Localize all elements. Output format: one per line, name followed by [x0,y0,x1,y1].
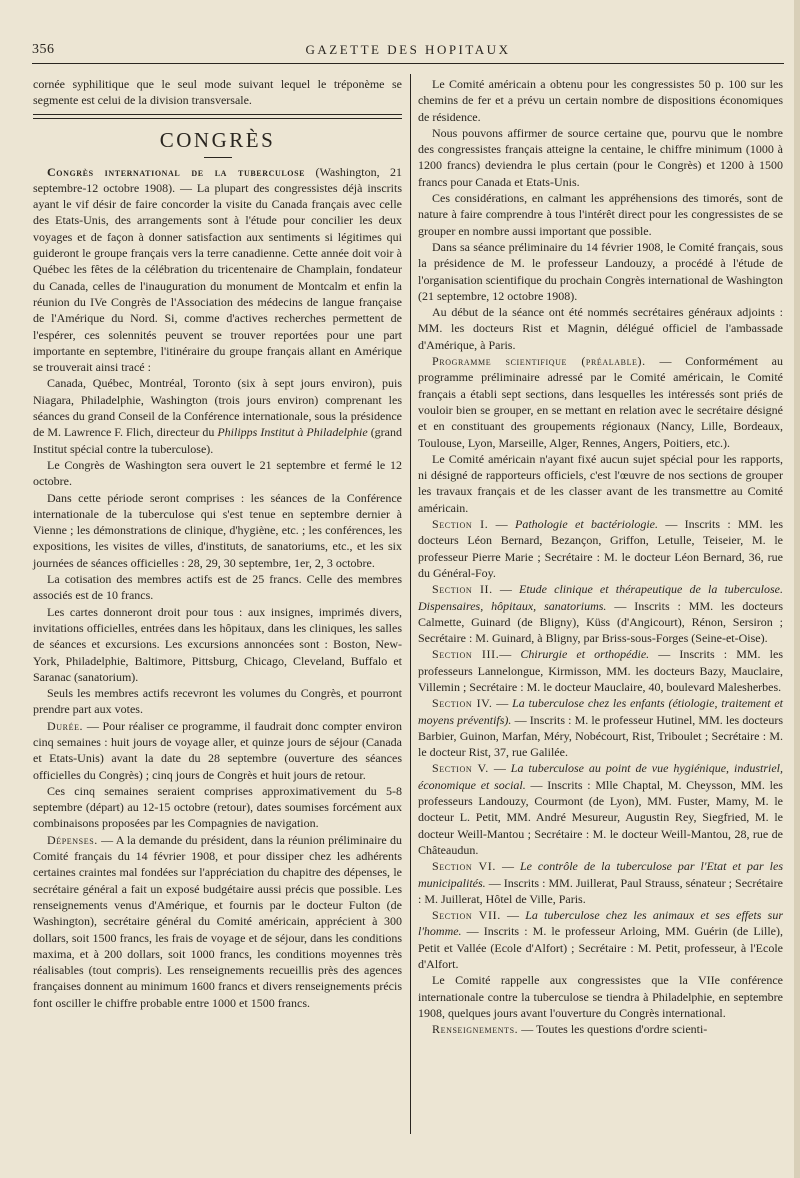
lead-in: Congrès international de la tuberculose [47,164,306,179]
paragraph: Les cartes donneront droit pour tous : aux insignes, imprimés divers, invitations officielles, entrées dans les hôpitaux, dans les cliniques, les salles de séances et excursions. Les excursions annoncées sont : Boston, New-York, Philadelphie, Baltimore, Pittsburg, Chicago, Cleveland, Buffalo et Saranac (sanatorium). [33,604,402,684]
paragraph: Dans sa séance préliminaire du 14 février 1908, le Comité français, sous la présidence de M. le professeur Landouzy, a procédé à l'étude de l'organisation scientifique du prochain Congrès international de Washington (21 septembre, 12 octobre 1908). [418,239,783,303]
section-entry: Section III.— Chirurgie et orthopédie. — Inscrits : MM. les professeurs Lannelongue, Kirmisson, MM. les docteurs Bazy, Mauclaire, Villemin ; Secrétaire : M. le docteur Mauclaire, 40, boulevard Malesherbes. [418,647,783,694]
paragraph: Dans cette période seront comprises : les séances de la Conférence internationale de la tuberculose qui s'est tenue en septembre dernier à Vienne ; les démonstrations de clinique, d'hygiène, etc. ; les conférences, les expositions, les visites de villes, d'instituts, de sanatoriums, etc., et les six journées de séances officielles : 28, 29, 30 septembre, 1er, 2, 3 octobre. [33,490,402,570]
right-column [418,76,783,1038]
paragraph: Renseignements. — Toutes les questions d'ordre scienti- [432,1022,708,1037]
paragraph: Seuls les membres actifs recevront les volumes du Congrès, et pourront prendre part aux votes. [33,686,402,717]
section-entry: Section II. — Etude clinique et thérapeutique de la tuberculose. Dispensaires, hôpitaux, sanatoriums. — Inscrits : MM. les docteurs Calmette, Guinard (de Bligny), Küss (d'Angicourt), Rénon, Sersiron ; Secrétaire : M. Guinard, à Bligny, par Briss-sous-Forges (Seine-et-Oise). [418,582,783,646]
double-rule [33,114,402,119]
section-title: CONGRÈS [159,127,276,152]
paragraph: Congrès international de la tuberculose (Washington, 21 septembre-12 octobre 1908). — La plupart des congressistes déjà inscrits ayant le vif désir de faire concorder la visite du Canada français avec celle des Etats-Unis, des arrangements sont à l'étude pour concilier les deux voyages et de façon à donner satisfaction aux sentiments si légitimes qui guideront le groupe français vers la terre canadienne. Cette année doit voir à Québec les fêtes de la célébration du tricentenaire de Champlain, fondateur du Canada, celles de l'inauguration du monument de Montcalm et enfin la réunion du IVe Congrès de l'Association des médecins de langue française de l'Amérique du Nord. Si, comme d'actives recherches permettent de l'espérer, ces solennités peuvent se trouver reportées pour une part importante en septembre, l'itinéraire du groupe français allant en Amérique se trouverait ainsi tracé : [33,164,403,375]
section-entry: Section V. — La tuberculose au point de vue hygiénique, industriel, économique et social. — Inscrits : Mlle Chaptal, M. Cheysson, MM. les professeurs Landouzy, Courmont (de Lyon), MM. Fuster, Mamy, M. le docteur L. Petit, MM. André Mesureur, Augustin Rey, Siegfried, M. le docteur Weill-Mantou ; Secrétaire : M. le docteur Weill-Mantou, 28, rue de Châteaudun. [418,761,784,857]
lead-in: Dépenses. [47,832,98,847]
running-header [32,30,784,58]
section-entry: Section I. — Pathologie et bactériologie. — Inscrits : MM. les docteurs Léon Bernard, Bezançon, Griffon, Letulle, Teiseier, M. le professeur Pierre Marie ; Secrétaire : M. le docteur Léon Bernard, 36, rue du Général-Foy. [418,517,784,580]
paragraph: La cotisation des membres actifs est de 25 francs. Celle des membres associés est de 10 francs. [33,572,402,603]
section-entry: Section VII. — La tuberculose chez les animaux et ses effets sur l'homme. — Inscrits : M. le professeur Arloing, MM. Guérin (de Lille), Petit et Vallée (Ecole d'Alfort) ; Secrétaire : M. Petit, professeur, à l'Ecole d'Alfort. [418,908,784,972]
column-divider [410,74,411,1134]
section-entry: Section VI. — Le contrôle de la tuberculose par l'Etat et par les municipalités. — Inscrits : MM. Juillerat, Paul Strauss, sénateur ; Secrétaire : M. Juillerat, Hôtel de Ville, Paris. [418,859,783,906]
lead-in: Programme scientifique (préalable). [432,354,646,369]
page-edge [794,0,800,1178]
page-number: 356 [32,42,55,57]
paragraph: Le Comité rappelle aux congressistes que la VIIe conférence internationale contre la tuberculose se tiendra à Philadelphie, en septembre 1908, quelques jours avant l'ouverture du Congrès international. [418,973,783,1020]
paragraph: Au début de la séance ont été nommés secrétaires généraux adjoints : MM. les docteurs Rist et Magnin, délégué officiel de l'ambassade d'Amérique, à Paris. [418,305,783,352]
paragraph: Canada, Québec, Montréal, Toronto (six à sept jours environ), puis Niagara, Philadelphie, Washington (trois jours environ) comprenant les séances du grand Conseil de la Conférence internationale, sous la présidence de M. Lawrence F. Flich, directeur du Philipps Institut à Philadelphie (grand Institut spécial contre la tuberculose). [33,376,403,456]
lead-in: Durée. [47,718,84,733]
paragraph: Ces cinq semaines seraient comprises approximativement du 5-8 septembre (départ) au 12-15 octobre (retour), dates soumises forcément aux combinaisons proposées par les Compagnies de navigation. [33,783,402,831]
lead-in: Renseignements. [432,1022,519,1037]
paragraph: Programme scientifique (préalable). — Conformément au programme préliminaire adressé par le Comité américain, le Comité français a établi sept sections, dans lesquelles les intéressés sont priés de vouloir bien se grouper, en se mettant en relation avec le secrétaire désigné et en constituant des groupements régionaux (Nancy, Lille, Bordeaux, Toulouse, Lyon, Marseille, Alger, Rennes, Angers, Poitiers, etc.). [418,354,783,450]
paragraph: Ces considérations, en calmant les appréhensions des timorés, sont de nature à faire comprendre à tous l'intérêt direct pour les congressistes de se grouper en nombre aussi important que possible. [418,191,783,238]
paragraph: Dépenses. — A la demande du président, dans la réunion préliminaire du Comité français du 14 février 1908, et pour dissiper chez les adhérents certaines craintes mal fondées sur l'appréciation du chapitre des dépenses, le secrétaire général a fait un exposé budgétaire aussi précis que possible. Les renseignements venus d'Amérique, et fournis par le docteur Fulton (de Washington), secrétaire général du Comité américain, apprécient à 300 dollars, soit 1500 francs, les frais de voyage et de séjour, dans les conditions maxima, et à 200 dollars, soit 1000 francs, les conditions moyennes très réalisables (tout compris). Les renseignements recueillis près des agences françaises donnent au minimum 1600 francs et divers renseignements précis font osciller le chiffre probable entre 1000 et 1500 francs. [33,832,402,1010]
running-title: GAZETTE DES HOPITAUX [305,42,511,57]
header-rule [32,63,784,64]
paragraph: Le Congrès de Washington sera ouvert le 21 septembre et fermé le 12 octobre. [33,457,402,489]
paragraph: Le Comité américain a obtenu pour les congressistes 50 p. 100 sur les chemins de fer et a prévu un certain nombre de dispositions économiques de résidence. [418,77,783,124]
paragraph: Durée. — Pour réaliser ce programme, il faudrait donc compter environ cinq semaines : huit jours de voyage aller, et quinze jours de séjour (Canada et Etats-Unis) avant la date du 28 septembre (ouverture des séances officielles du Congrès) ; cinq jours de Congrès et huit jours de retour. [33,718,402,782]
section-entry: Section IV. — La tuberculose chez les enfants (étiologie, traitement et moyens préventifs). — Inscrits : M. le professeur Hutinel, MM. les docteurs Barbier, Guinon, Marfan, Méry, Nobécourt, Rist, Triboulet ; Secrétaire : M. le docteur Rist, 37, rue Galilée. [418,696,784,760]
paragraph: cornée syphilitique que le seul mode suivant lequel le tréponème se segmente est celui de la division transversale. [33,77,402,108]
paragraph: Le Comité américain n'ayant fixé aucun sujet spécial pour les rapports, ni désigné de rapporteurs officiels, c'est l'œuvre de nos sections de grouper les travaux français et de les classer avant de les transmettre au Comité américain. [418,451,783,515]
paragraph: Nous pouvons affirmer de source certaine que, pourvu que le nombre des congressistes français atteigne la centaine, le chiffre minimum (1000 à 1200 francs) deviendra le plus certain (pour le Congrès) et 1200 à 1500 francs pour Canada et Etats-Unis. [418,125,783,189]
left-column [33,76,402,1011]
short-rule [204,157,232,158]
